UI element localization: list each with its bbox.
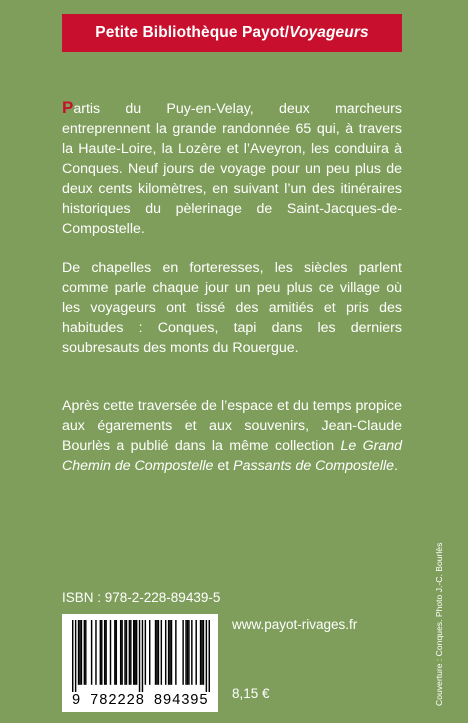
barcode-bar [114,620,115,685]
barcode-bar [120,620,121,685]
barcode-bar [130,620,131,685]
isbn: ISBN : 978-2-228-89439-5 [62,590,221,605]
price: 8,15 € [232,686,270,701]
barcode-bar [145,620,146,685]
barcode-bar [110,620,111,685]
barcode-bar [191,620,192,685]
barcode-bar [171,620,172,685]
barcode-bar [188,620,189,685]
blurb-paragraph-1 [62,98,402,239]
barcode-bar [95,620,96,685]
book-title-1: Le Grand Chemin de Compostelle [62,438,402,474]
paragraph-1-text: artis du Puy-en-Velay, deux marcheurs entreprennent la grande randonnée 65 qui, à travers la Haute-Loire, la Lozère et l’Aveyron, les conduira à Conques. Neuf jours de voyage pour un peu plus de deux cents kilomètres, en suivant l’un des itinéraires historiques du pèlerinage de Saint-Jacques-de-Compostelle. [62,101,402,237]
barcode-bar [161,620,162,685]
series-name: Petite Bibliothèque Payot [95,24,285,41]
barcode-bar [201,620,202,685]
barcode-bar [129,620,130,685]
paragraph-3-conjunction: et [213,458,234,474]
series-banner [62,14,402,52]
barcode-bar [165,620,166,685]
barcode-bar [81,620,82,685]
barcode-bar [168,620,169,685]
barcode-bar [124,620,125,685]
barcode-bar [175,620,176,685]
barcode [62,614,218,712]
barcode-bar [134,620,135,685]
barcode-bar [139,620,140,692]
barcode-bar [187,620,188,685]
barcode-digits: 9 782228 894395 [71,693,209,709]
barcode-bar [142,620,143,692]
barcode-bar [209,620,210,692]
collection-name: Voyageurs [289,24,369,41]
barcode-bar [101,620,102,685]
book-title-2: Passants de Compostelle [233,458,395,474]
barcode-bar [104,620,105,685]
barcode-bar [158,620,159,685]
barcode-bar [200,620,201,685]
barcode-bar [116,620,117,685]
barcode-bar [195,620,196,685]
barcode-bar [156,620,157,685]
paragraph-3-end: . [394,458,398,474]
cover-credit: Couverture : Conques. Photo J.-C. Bourlès [434,542,444,706]
barcode-bar [136,620,137,685]
drop-cap: P [62,98,74,117]
paragraph-3-text: Après cette traversée de l’espace et du temps propice aux égarements et aux souvenirs, Jean-Claude Bourlès a publié dans la même collection [62,398,402,454]
barcode-bar [121,620,122,685]
publisher-website[interactable]: www.payot-rivages.fr [232,617,358,632]
barcode-bar [91,620,92,685]
blurb-paragraph-2: De chapelles en forteresses, les siècles parlent comme parle chaque jour un peu plus ce village où les voyageurs ont tissé des amitiés et pris des habitudes : Conques, tapi dans les derniers soubresauts des monts du Rouergue. [62,260,402,356]
barcode-bar [185,620,186,685]
barcode-bars [72,620,210,692]
barcode-bar [169,620,170,685]
barcode-bar [133,620,134,685]
barcode-bar [126,620,127,685]
barcode-bar [105,620,106,685]
barcode-bar [206,620,207,692]
barcode-bar [79,620,80,685]
barcode-bar [84,620,85,685]
series-separator: / [284,24,290,41]
barcode-bar [155,620,156,685]
barcode-bar [203,620,204,685]
barcode-bar [75,620,76,692]
barcode-bar [149,620,150,685]
barcode-bar [182,620,183,685]
blurb-paragraph-3 [62,396,402,476]
barcode-bar [72,620,73,692]
barcode-bar [78,620,79,685]
barcode-bar [100,620,101,685]
barcode-bar [85,620,86,685]
